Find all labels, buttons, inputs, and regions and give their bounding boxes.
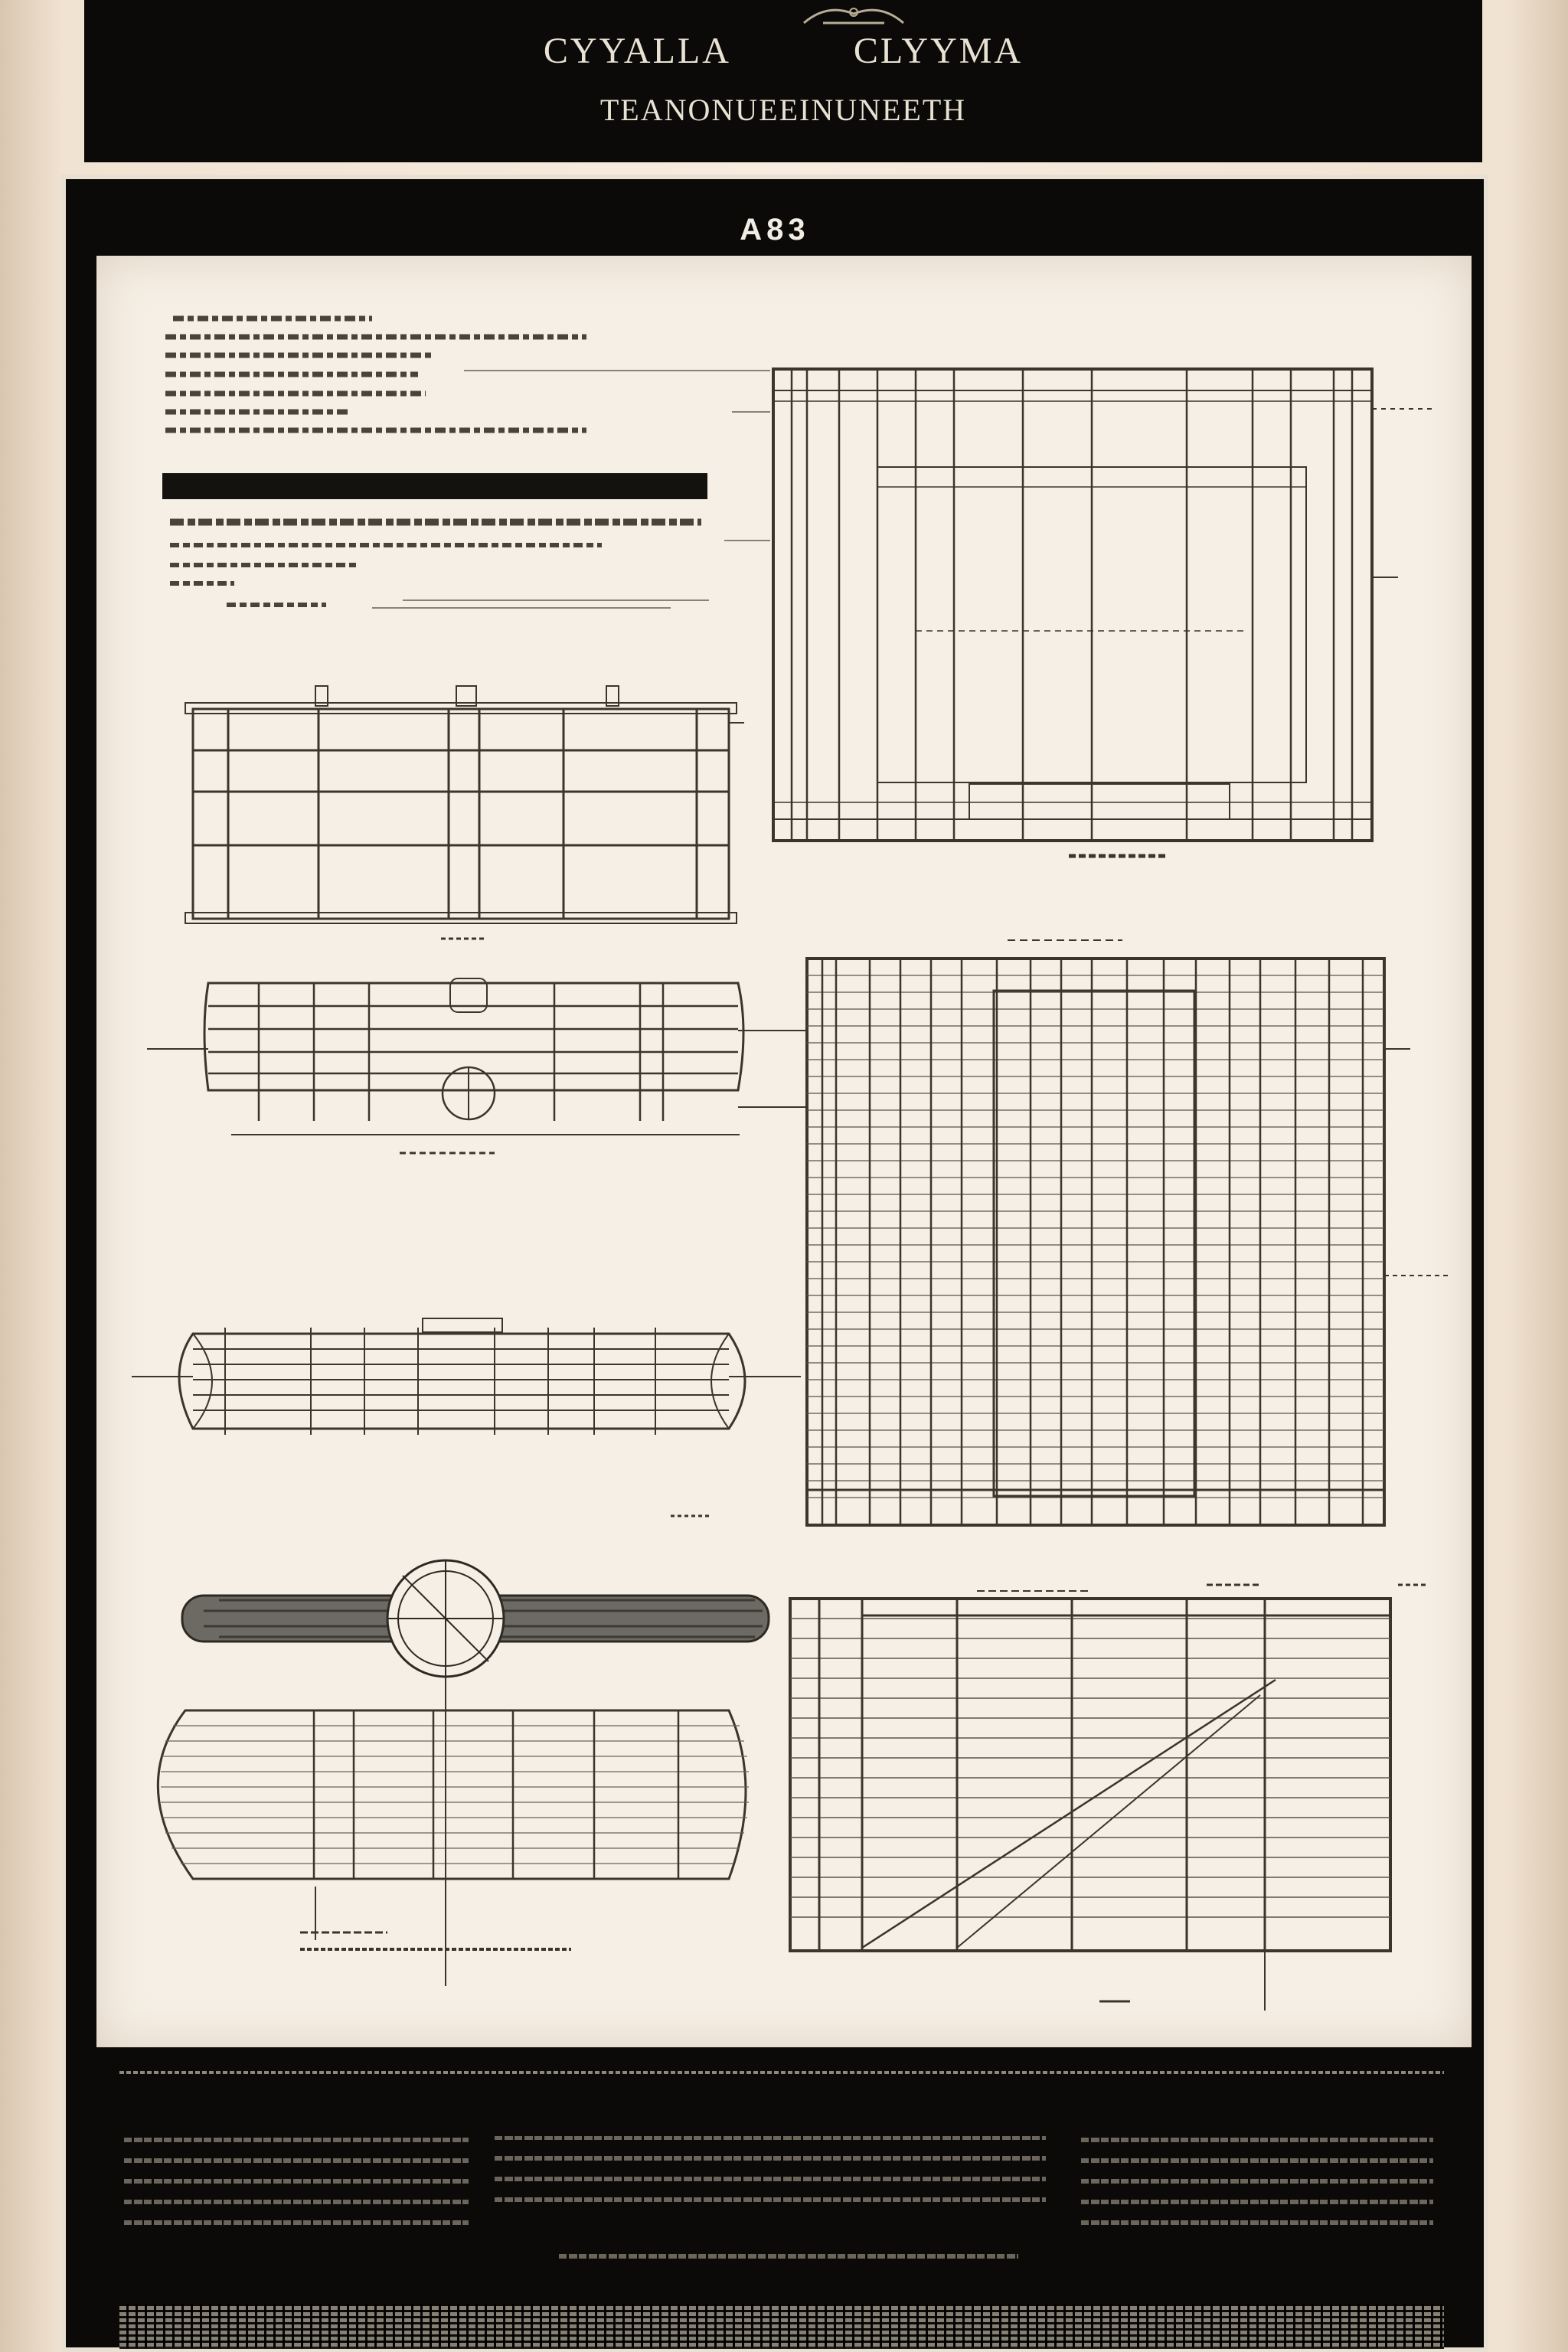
section-drawing-1	[185, 686, 744, 939]
brand-left: CYYALLA	[543, 30, 731, 71]
notes-block	[162, 318, 770, 608]
elevation-drawing-1	[773, 369, 1436, 856]
section-drawing-2	[147, 978, 808, 1153]
cylinder-drawing	[182, 1560, 769, 1677]
section-drawing-3	[132, 1318, 801, 1516]
plot-drawing	[790, 1585, 1429, 2011]
banner-subtitle: TEANONUEEINUNEETH	[599, 93, 967, 127]
footer-columns	[0, 2136, 1568, 2236]
drawing-sheet	[96, 256, 1472, 2047]
brand-right: CLYYMA	[853, 30, 1024, 71]
section-drawing-4	[158, 1677, 749, 1986]
technical-drawings	[96, 256, 1472, 2047]
brand-row	[84, 28, 1482, 74]
crest-icon	[796, 0, 911, 31]
title-banner	[84, 0, 1482, 162]
plate-code: A83	[740, 213, 810, 247]
footer-column-left	[124, 2136, 469, 2236]
footer-rule	[119, 2071, 1444, 2074]
footer-column-right	[1081, 2136, 1433, 2236]
footer-column-center	[495, 2136, 1046, 2213]
footer-band	[119, 2305, 1444, 2349]
dense-grid-drawing	[807, 940, 1452, 1525]
footer-caption	[559, 2251, 1018, 2269]
